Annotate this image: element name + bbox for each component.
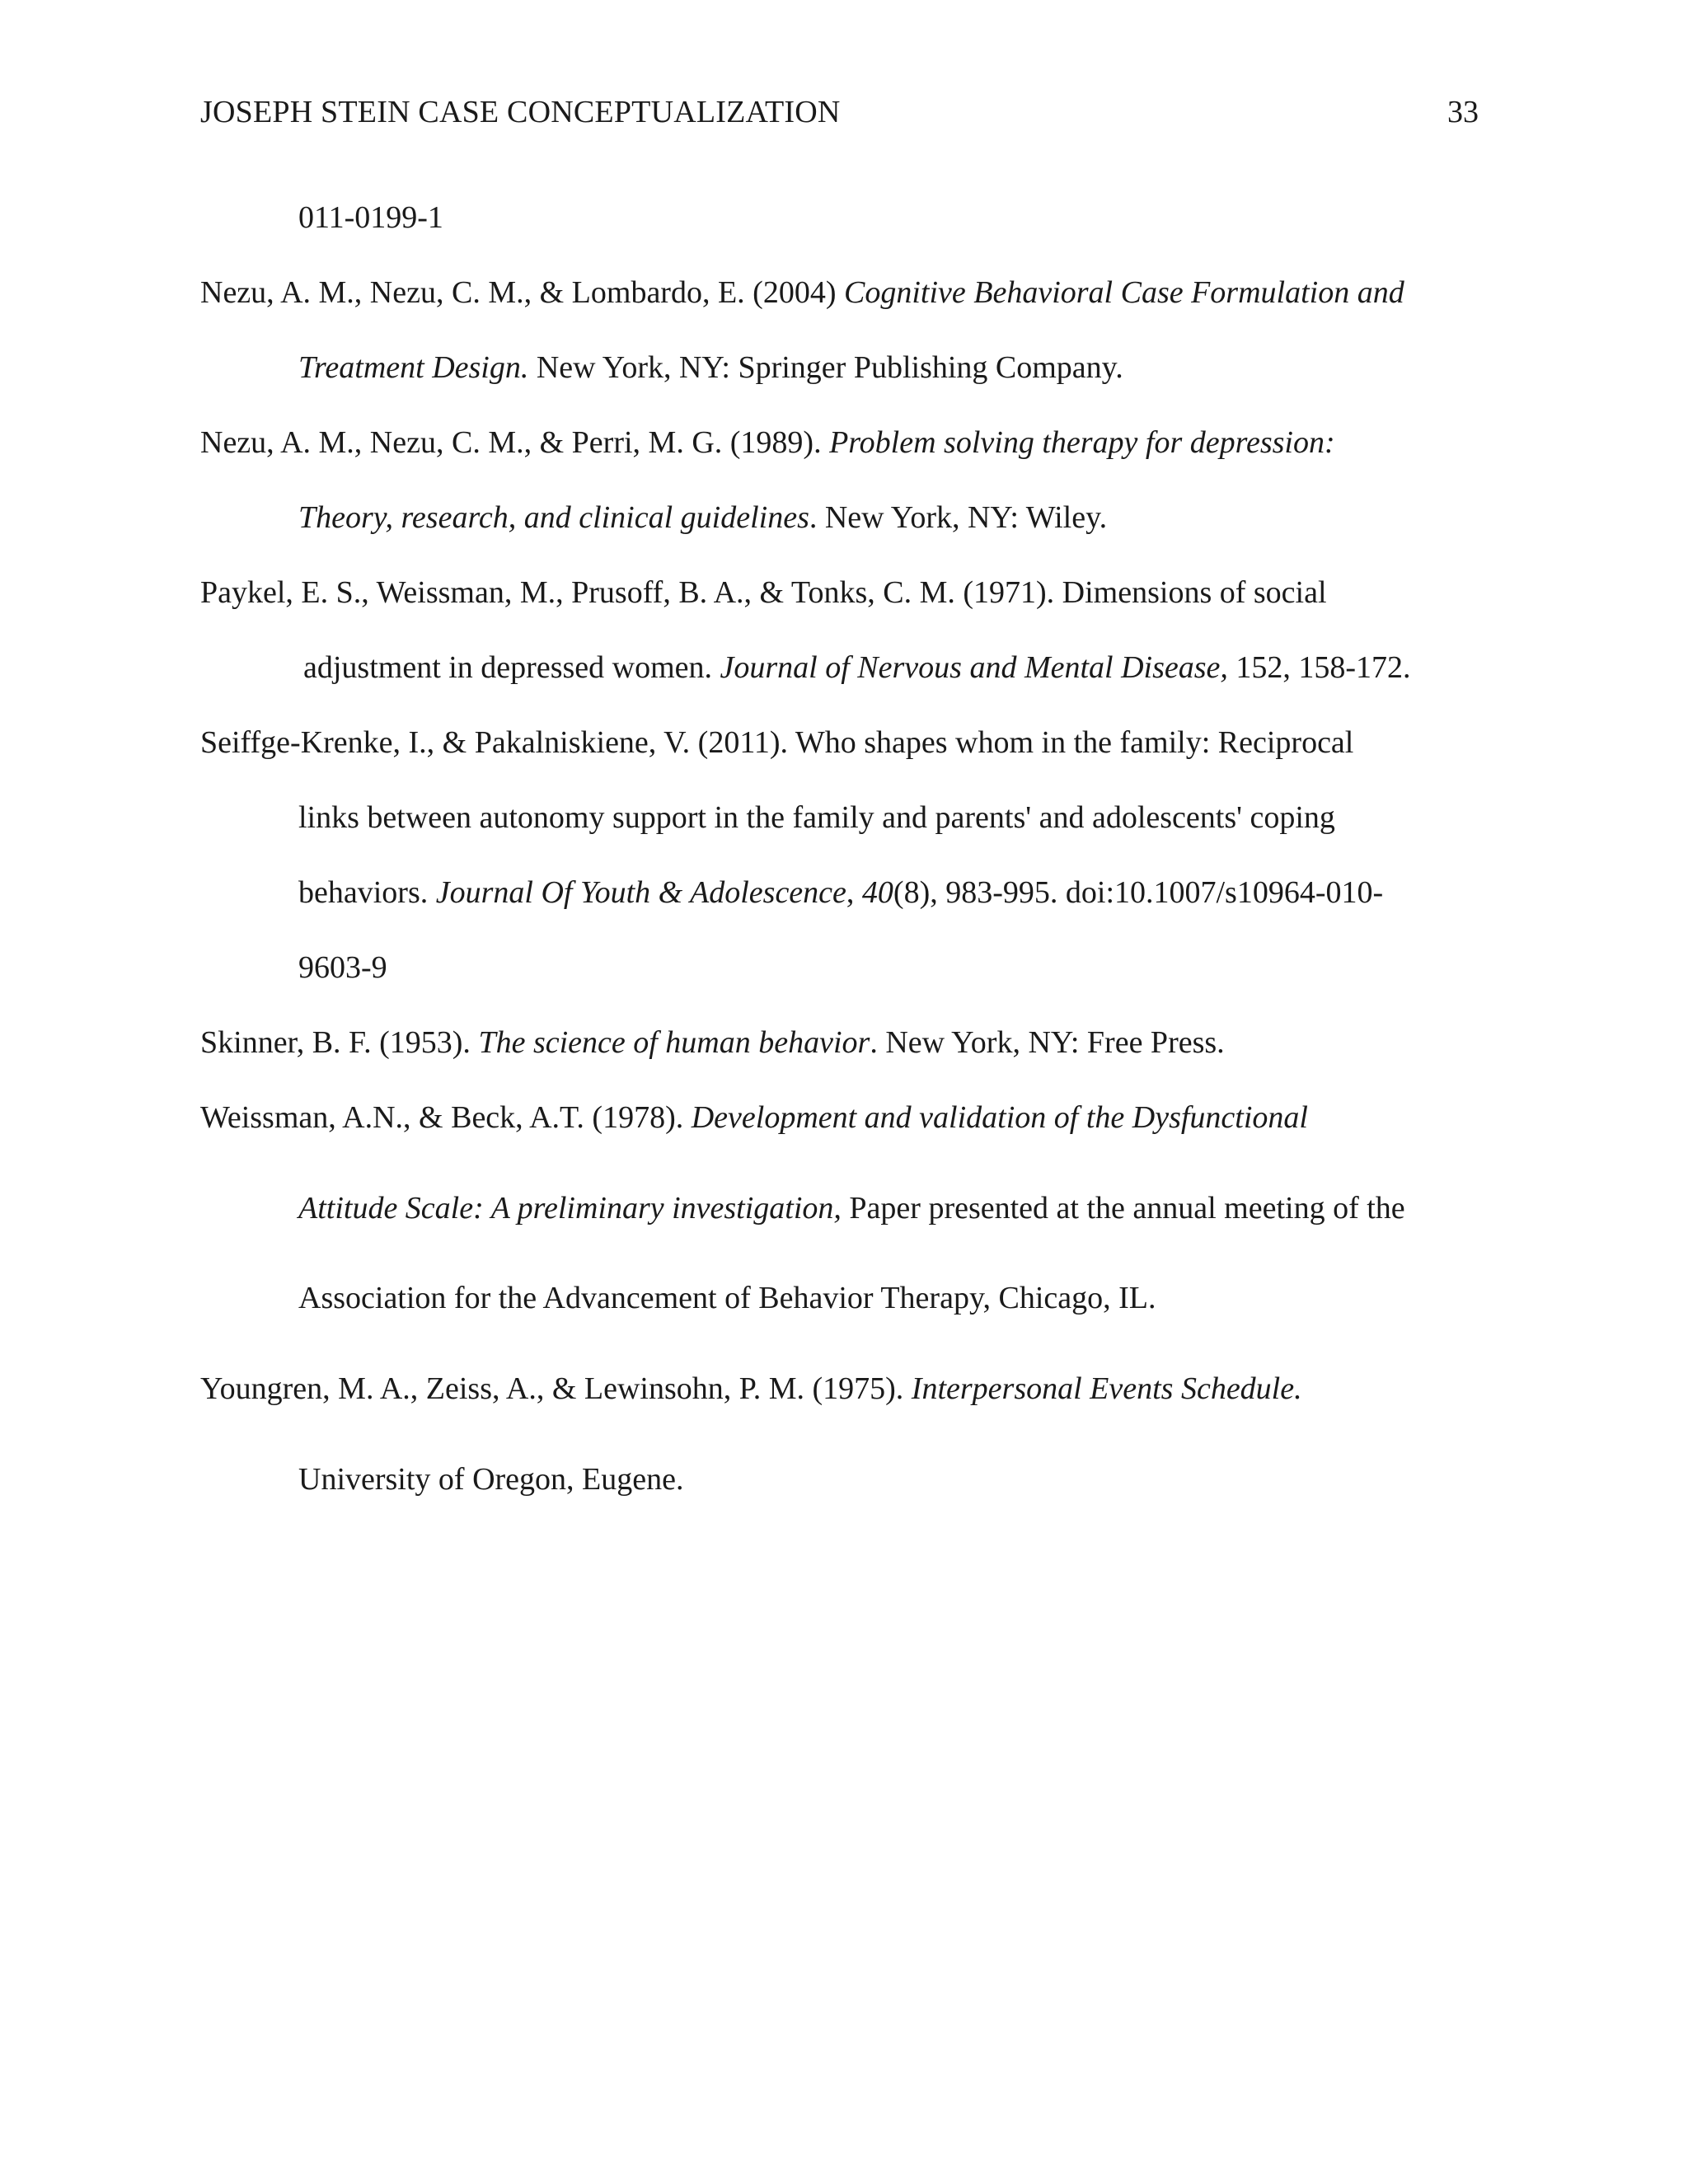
reference-seiffge-2011-line3 — [298, 874, 1383, 912]
reference-authors: Nezu, A. M., Nezu, C. M., & Lombardo, E. (2004) — [200, 275, 844, 310]
reference-seiffge-2011-line2: links between autonomy support in the family and parents' and adolescents' coping — [298, 800, 1335, 835]
reference-volume: 40 — [861, 875, 893, 910]
reference-skinner-1953 — [200, 1024, 1225, 1062]
reference-authors: Weissman, A.N., & Beck, A.T. (1978). — [200, 1100, 692, 1135]
reference-nezu-1989-line2 — [298, 499, 1107, 537]
reference-weissman-1978-line1 — [200, 1099, 1308, 1137]
reference-publisher: . New York, NY: Wiley. — [809, 500, 1108, 535]
reference-nezu-2004-line1 — [200, 274, 1404, 312]
reference-weissman-1978-line3: Association for the Advancement of Behavior Therapy, Chicago, IL. — [298, 1281, 1156, 1315]
reference-title: Interpersonal Events Schedule. — [911, 1371, 1302, 1406]
reference-punctuation: , — [846, 875, 862, 910]
reference-nezu-1989-line1 — [200, 424, 1335, 462]
reference-paykel-1971-line1: Paykel, E. S., Weissman, M., Prusoff, B. A., & Tonks, C. M. (1971). Dimensions of social — [200, 575, 1327, 610]
reference-title: behaviors. — [298, 875, 436, 910]
reference-details: Paper presented at the annual meeting of the — [841, 1191, 1405, 1226]
running-head: JOSEPH STEIN CASE CONCEPTUALIZATION — [200, 95, 841, 129]
reference-publisher: . New York, NY: Free Press. — [870, 1025, 1225, 1060]
reference-seiffge-2011-line4: 9603-9 — [298, 950, 387, 985]
reference-youngren-1975-line2: University of Oregon, Eugene. — [298, 1462, 684, 1497]
reference-authors: Nezu, A. M., Nezu, C. M., & Perri, M. G. (1989). — [200, 425, 830, 460]
reference-paykel-1971-line2 — [303, 649, 1411, 687]
reference-details: (8), 983-995. doi:10.1007/s10964-010- — [893, 875, 1384, 910]
reference-title: Problem solving therapy for depression: — [829, 425, 1335, 460]
reference-title: adjustment in depressed women. — [303, 650, 720, 685]
reference-title: Attitude Scale: A preliminary investigation, — [298, 1191, 842, 1226]
reference-journal: Journal of Nervous and Mental Disease, — [720, 650, 1228, 685]
reference-nezu-2004-line2 — [298, 349, 1123, 387]
page-number: 33 — [1447, 95, 1479, 129]
reference-title: Theory, research, and clinical guidelines — [298, 500, 809, 535]
reference-title: Development and validation of the Dysfunctional — [691, 1100, 1308, 1135]
reference-weissman-1978-line2 — [298, 1190, 1405, 1228]
reference-publisher: New York, NY: Springer Publishing Company. — [528, 350, 1123, 385]
reference-continuation: 011-0199-1 — [298, 200, 443, 235]
reference-youngren-1975-line1 — [200, 1371, 1302, 1408]
reference-title: The science of human behavior — [478, 1025, 870, 1060]
reference-title: Cognitive Behavioral Case Formulation and — [844, 275, 1404, 310]
reference-authors: Skinner, B. F. (1953). — [200, 1025, 479, 1060]
reference-seiffge-2011-line1: Seiffge-Krenke, I., & Pakalniskiene, V. (2011). Who shapes whom in the family: Reciprocal — [200, 725, 1354, 760]
reference-journal: Journal Of Youth & Adolescence — [435, 875, 846, 910]
reference-title: Treatment Design. — [298, 350, 529, 385]
reference-authors: Youngren, M. A., Zeiss, A., & Lewinsohn, P. M. (1975). — [200, 1371, 912, 1406]
reference-details: 152, 158-172. — [1227, 650, 1411, 685]
